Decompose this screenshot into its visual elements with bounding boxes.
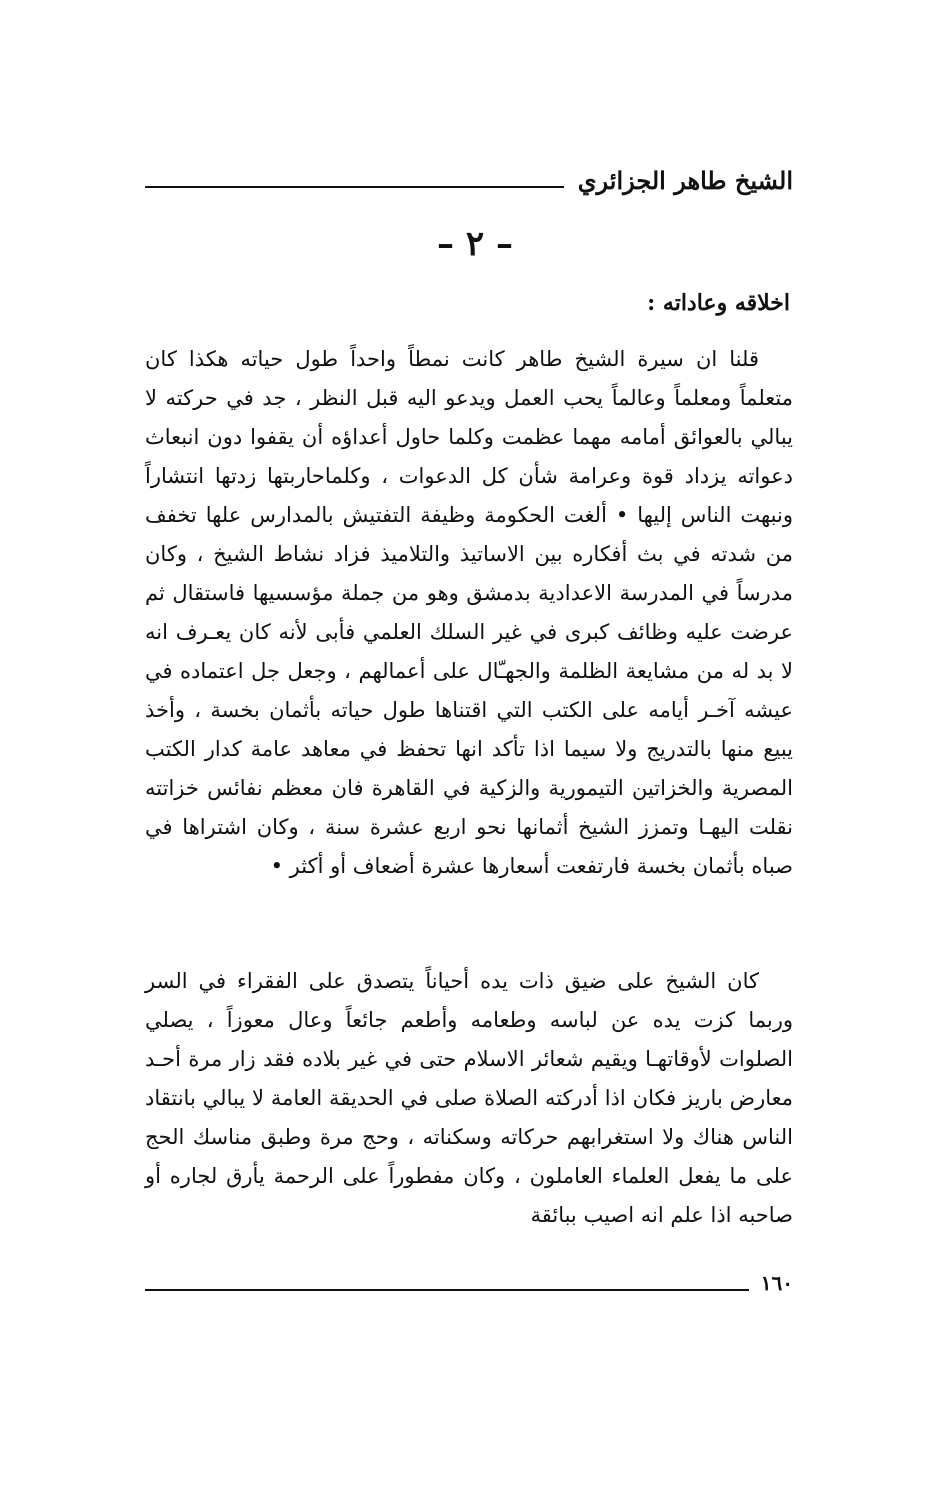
body-paragraph-2 xyxy=(145,962,793,1235)
footer-rule xyxy=(145,1289,749,1291)
body-paragraph-1 xyxy=(145,340,793,886)
section-heading: اخلاقه وعاداته : xyxy=(647,290,790,316)
header-title: الشيخ طاهر الجزائري xyxy=(577,165,793,195)
header-rule xyxy=(145,186,564,188)
chapter-number: – ٢ – xyxy=(437,224,513,264)
paragraph-text: كان الشيخ على ضيق ذات يده أحياناً يتصدق على الفقراء في السر وربما كزت يده عن لباسه وطعامه وأطعم جائعاً وعال معوزاً ، يصلي الصلوات لأوقاتهـا ويقيم شعائر الاسلام حتى في غير بلاده فقد زار مرة أحـد معارض باريز فكان اذا أدركته الصلاة صلى في الحديقة العامة لا يبالي بانتقاد الناس هناك ولا استغرابهم حركاته وسكناته ، وحج مرة وطبق مناسك الحج على ما يفعل العلماء العاملون ، وكان مفطوراً على الرحمة يأرق لجاره أو صاحبه اذا علم انه اصيب ببائقة xyxy=(145,969,793,1227)
page-number: ١٦٠ xyxy=(760,1271,793,1295)
page-footer xyxy=(145,1268,793,1298)
paragraph-text: قلنا ان سيرة الشيخ طاهر كانت نمطاً واحداً طول حياته هكذا كان متعلماً ومعلماً وعالماً يحب العمل ويدعو اليه قبل النظر ، جد في حركته لا يبالي بالعوائق أمامه مهما عظمت وكلما حاول أعداؤه أن يقفوا دون انبعاث دعواته يزداد قوة وعرامة شأن كل الدعوات ، وكلماحاربتها زدتها انتشاراً ونبهت الناس إليها • ألغت الحكومة وظيفة التفتيش بالمدارس علها تخفف من شدته في بث أفكاره بين الاساتيذ والتلاميذ فزاد نشاط الشيخ ، وكان مدرساً في المدرسة الاعدادية بدمشق وهو من جملة مؤسسيها فاستقال ثم عرضت عليه وظائف كبرى في غير السلك العلمي فأبى لأنه كان يعـرف انه لا بد له من مشايعة الظلمة والجهـّال على أعمالهم ، وجعل جل اعتماده في عيشه آخـر أيامه على الكتب التي اقتناها طول حياته بأثمان بخسة ، وأخذ يبيع منها بالتدريج ولا سيما اذا تأكد انها تحفظ في معاهد عامة كدار الكتب المصرية والخزاتين التيمورية والزكية في القاهرة فان معظم نفائس خزاتته نقلت اليهـا وتمزز الشيخ أثمانها نحو اربع عشرة سنة ، وكان اشتراها في صباه بأثمان بخسة فارتفعت أسعارها عشرة أضعاف أو أكثر • xyxy=(145,347,793,878)
running-header xyxy=(145,160,793,200)
